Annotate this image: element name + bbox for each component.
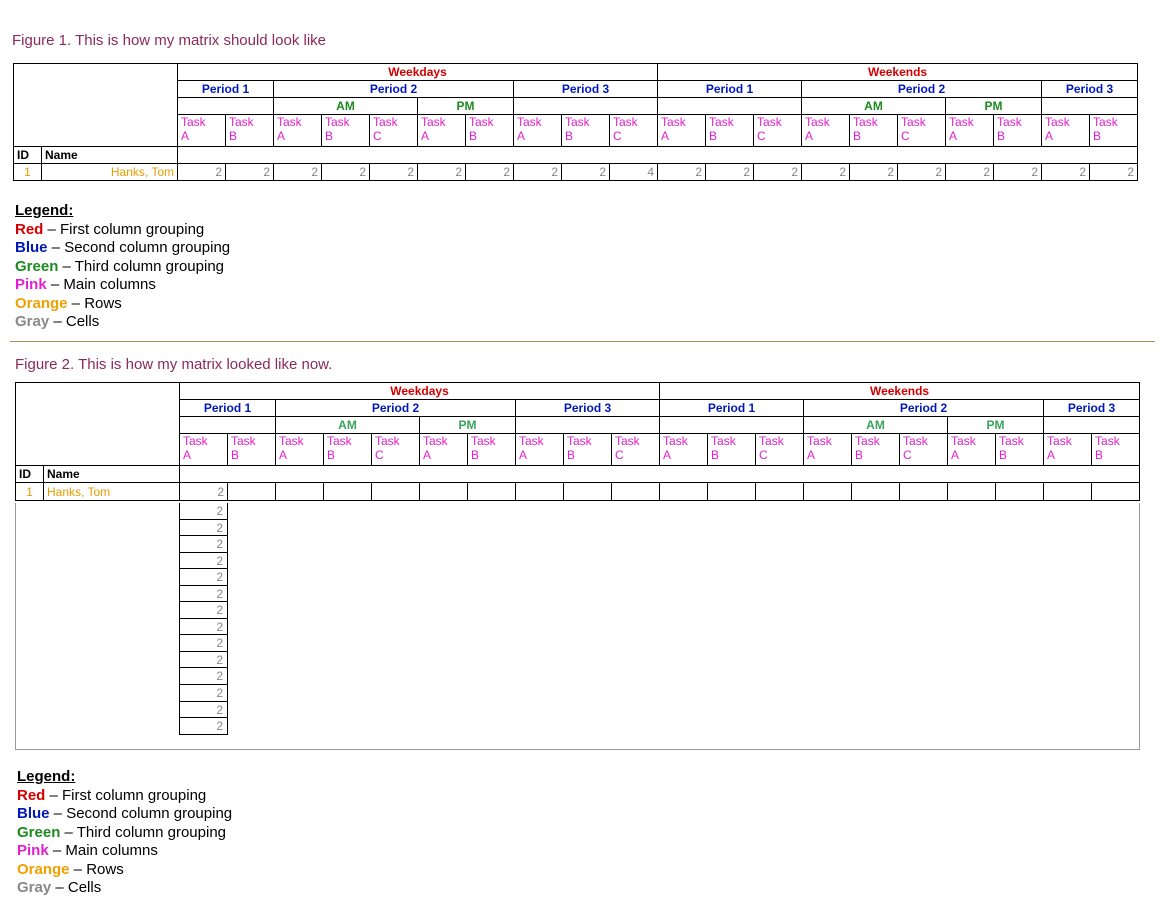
task-word: Task bbox=[757, 115, 782, 129]
task-column-header bbox=[756, 434, 804, 466]
legend-item bbox=[15, 313, 230, 332]
table-cell bbox=[900, 483, 948, 501]
task-word: Task bbox=[855, 434, 880, 448]
task-word: Task bbox=[229, 115, 254, 129]
table-cell: 2 bbox=[994, 164, 1042, 181]
task-word: Task bbox=[999, 434, 1024, 448]
task-word: Task bbox=[325, 115, 350, 129]
task-letter: B bbox=[997, 129, 1006, 143]
legend-title: Legend: bbox=[15, 202, 74, 219]
task-column-header bbox=[274, 115, 322, 147]
table-cell: 2 bbox=[946, 164, 994, 181]
task-column-header bbox=[370, 115, 418, 147]
legend-item bbox=[17, 879, 232, 898]
task-word: Task bbox=[903, 434, 928, 448]
task-column-header bbox=[1092, 434, 1140, 466]
spilled-cell: 2 bbox=[179, 668, 228, 685]
pm-header: PM bbox=[418, 98, 514, 115]
task-word: Task bbox=[807, 434, 832, 448]
task-letter: B bbox=[567, 448, 576, 462]
spilled-cell: 2 bbox=[179, 652, 228, 669]
table-cell bbox=[660, 483, 708, 501]
spilled-cell: 2 bbox=[179, 619, 228, 636]
empty-header bbox=[178, 98, 274, 115]
task-header-row bbox=[14, 115, 1138, 147]
table-cell: 2 bbox=[1042, 164, 1090, 181]
task-letter: A bbox=[1047, 448, 1056, 462]
period-header: Period 1 bbox=[178, 81, 274, 98]
legend-key: Red bbox=[15, 220, 44, 238]
task-letter: B bbox=[469, 129, 478, 143]
task-letter: B bbox=[325, 129, 334, 143]
task-letter: A bbox=[421, 129, 430, 143]
legend-item bbox=[15, 258, 230, 277]
table-cell: 2 bbox=[180, 483, 228, 501]
task-column-header bbox=[418, 115, 466, 147]
legend-item bbox=[17, 805, 232, 824]
legend-1 bbox=[15, 202, 230, 332]
task-column-header bbox=[420, 434, 468, 466]
legend-item bbox=[17, 824, 232, 843]
task-column-header bbox=[516, 434, 564, 466]
task-column-header bbox=[322, 115, 370, 147]
empty-header bbox=[1042, 98, 1138, 115]
task-letter: B bbox=[709, 129, 718, 143]
table-cell: 2 bbox=[466, 164, 514, 181]
spilled-cell: 2 bbox=[179, 520, 228, 537]
table-cell: 2 bbox=[226, 164, 274, 181]
row-name: Hanks, Tom bbox=[44, 483, 180, 501]
task-word: Task bbox=[1093, 115, 1118, 129]
legend-key: Blue bbox=[17, 805, 50, 822]
table-cell: 2 bbox=[274, 164, 322, 181]
task-letter: C bbox=[373, 129, 382, 143]
am-header: AM bbox=[802, 98, 946, 115]
task-word: Task bbox=[1095, 434, 1120, 448]
table-cell bbox=[612, 483, 660, 501]
table-cell bbox=[228, 483, 276, 501]
period-header: Period 3 bbox=[1042, 81, 1138, 98]
task-word: Task bbox=[469, 115, 494, 129]
task-letter: B bbox=[711, 448, 720, 462]
corner-cell bbox=[16, 383, 180, 466]
task-column-header bbox=[900, 434, 948, 466]
task-column-header bbox=[226, 115, 274, 147]
table-cell bbox=[324, 483, 372, 501]
legend-item bbox=[15, 239, 230, 258]
id-header: ID bbox=[16, 466, 44, 483]
empty-header bbox=[180, 417, 276, 434]
task-word: Task bbox=[613, 115, 638, 129]
task-column-header bbox=[564, 434, 612, 466]
legend-key: Gray bbox=[15, 313, 50, 330]
legend-key: Green bbox=[17, 823, 61, 841]
task-word: Task bbox=[279, 434, 304, 448]
empty-header bbox=[1044, 417, 1140, 434]
row-id: 1 bbox=[16, 483, 44, 501]
empty-header bbox=[658, 98, 802, 115]
table-row bbox=[16, 483, 1140, 501]
empty-header bbox=[516, 417, 660, 434]
table-cell: 2 bbox=[418, 164, 466, 181]
legend-key: Blue bbox=[15, 239, 48, 256]
period-header: Period 2 bbox=[804, 400, 1044, 417]
legend-items bbox=[15, 221, 230, 332]
table-cell bbox=[1044, 483, 1092, 501]
spilled-cell: 2 bbox=[179, 503, 228, 520]
task-letter: B bbox=[231, 448, 240, 462]
id-header: ID bbox=[14, 147, 42, 164]
task-column-header bbox=[562, 115, 610, 147]
task-word: Task bbox=[181, 115, 206, 129]
group-weekdays: Weekdays bbox=[178, 64, 658, 81]
pm-header: PM bbox=[420, 417, 516, 434]
task-letter: C bbox=[613, 129, 622, 143]
task-column-header bbox=[466, 115, 514, 147]
group-weekends: Weekends bbox=[658, 64, 1138, 81]
period-header: Period 2 bbox=[802, 81, 1042, 98]
corner-cell bbox=[14, 64, 178, 147]
task-letter: C bbox=[901, 129, 910, 143]
task-column-header bbox=[612, 434, 660, 466]
task-letter: A bbox=[519, 448, 528, 462]
name-header: Name bbox=[42, 147, 178, 164]
header-spacer bbox=[180, 466, 1140, 483]
legend-key: Pink bbox=[15, 276, 47, 293]
table-cell bbox=[276, 483, 324, 501]
task-letter: B bbox=[471, 448, 480, 462]
legend-item bbox=[15, 276, 230, 295]
task-column-header bbox=[948, 434, 996, 466]
table-cell: 2 bbox=[802, 164, 850, 181]
task-letter: C bbox=[615, 448, 624, 462]
task-column-header bbox=[1044, 434, 1092, 466]
table-row bbox=[14, 164, 1138, 181]
task-column-header bbox=[660, 434, 708, 466]
period-header: Period 2 bbox=[276, 400, 516, 417]
header-spacer bbox=[178, 147, 1138, 164]
task-letter: B bbox=[229, 129, 238, 143]
legend-key: Green bbox=[15, 257, 59, 275]
task-word: Task bbox=[805, 115, 830, 129]
table-cell: 2 bbox=[754, 164, 802, 181]
task-letter: A bbox=[663, 448, 672, 462]
am-header: AM bbox=[274, 98, 418, 115]
task-header-row bbox=[16, 434, 1140, 466]
legend-text: – Third column grouping bbox=[60, 823, 227, 841]
task-letter: B bbox=[327, 448, 336, 462]
task-column-header bbox=[468, 434, 516, 466]
task-column-header bbox=[178, 115, 226, 147]
legend-text: – First column grouping bbox=[43, 220, 205, 238]
table-cell: 4 bbox=[610, 164, 658, 181]
table-cell bbox=[996, 483, 1044, 501]
period-header: Period 1 bbox=[180, 400, 276, 417]
row-name: Hanks, Tom bbox=[42, 164, 178, 181]
task-letter: B bbox=[1095, 448, 1104, 462]
table-cell: 2 bbox=[322, 164, 370, 181]
legend-title: Legend: bbox=[17, 768, 76, 785]
task-letter: A bbox=[1045, 129, 1054, 143]
legend-item bbox=[17, 842, 232, 861]
legend-text: – Third column grouping bbox=[58, 257, 225, 275]
task-column-header bbox=[228, 434, 276, 466]
task-word: Task bbox=[1047, 434, 1072, 448]
task-column-header bbox=[898, 115, 946, 147]
legend-text: – Second column grouping bbox=[47, 239, 231, 256]
task-column-header bbox=[804, 434, 852, 466]
task-column-header bbox=[1090, 115, 1138, 147]
task-word: Task bbox=[901, 115, 926, 129]
task-column-header bbox=[802, 115, 850, 147]
task-column-header bbox=[372, 434, 420, 466]
pm-header: PM bbox=[948, 417, 1044, 434]
figure2-matrix bbox=[15, 382, 1140, 501]
table-cell bbox=[948, 483, 996, 501]
am-header: AM bbox=[804, 417, 948, 434]
table-cell: 2 bbox=[178, 164, 226, 181]
task-letter: A bbox=[277, 129, 286, 143]
table-cell: 2 bbox=[898, 164, 946, 181]
spilled-cells-column bbox=[179, 503, 228, 735]
legend-2 bbox=[17, 768, 232, 898]
legend-item bbox=[15, 221, 230, 240]
task-column-header bbox=[1042, 115, 1090, 147]
table-cell: 2 bbox=[1090, 164, 1138, 181]
task-word: Task bbox=[615, 434, 640, 448]
figure1-title: Figure 1. This is how my matrix should look like bbox=[12, 32, 327, 49]
task-column-header bbox=[658, 115, 706, 147]
legend-item bbox=[17, 861, 232, 880]
spilled-cell: 2 bbox=[179, 635, 228, 652]
task-letter: A bbox=[423, 448, 432, 462]
spilled-cell: 2 bbox=[179, 536, 228, 553]
legend-key: Orange bbox=[15, 294, 68, 312]
task-word: Task bbox=[661, 115, 686, 129]
legend-text: – First column grouping bbox=[45, 786, 207, 804]
period-header: Period 3 bbox=[1044, 400, 1140, 417]
spilled-cell: 2 bbox=[179, 685, 228, 702]
task-word: Task bbox=[231, 434, 256, 448]
spilled-cell: 2 bbox=[179, 718, 228, 735]
task-letter: A bbox=[951, 448, 960, 462]
task-word: Task bbox=[711, 434, 736, 448]
task-letter: A bbox=[807, 448, 816, 462]
task-column-header bbox=[996, 434, 1044, 466]
task-column-header bbox=[946, 115, 994, 147]
task-word: Task bbox=[997, 115, 1022, 129]
task-letter: A bbox=[279, 448, 288, 462]
table-cell: 2 bbox=[562, 164, 610, 181]
table-cell bbox=[564, 483, 612, 501]
legend-key: Orange bbox=[17, 860, 70, 878]
am-header: AM bbox=[276, 417, 420, 434]
table-cell bbox=[468, 483, 516, 501]
legend-items bbox=[17, 787, 232, 898]
task-letter: A bbox=[517, 129, 526, 143]
task-word: Task bbox=[183, 434, 208, 448]
spilled-cell: 2 bbox=[179, 553, 228, 570]
table-cell bbox=[372, 483, 420, 501]
task-column-header bbox=[850, 115, 898, 147]
legend-text: – Rows bbox=[67, 294, 122, 312]
legend-key: Gray bbox=[17, 879, 52, 896]
task-column-header bbox=[610, 115, 658, 147]
task-letter: B bbox=[1093, 129, 1102, 143]
task-word: Task bbox=[567, 434, 592, 448]
task-word: Task bbox=[277, 115, 302, 129]
task-letter: A bbox=[805, 129, 814, 143]
task-word: Task bbox=[423, 434, 448, 448]
task-letter: B bbox=[853, 129, 862, 143]
legend-key: Red bbox=[17, 786, 46, 804]
task-word: Task bbox=[759, 434, 784, 448]
task-word: Task bbox=[517, 115, 542, 129]
task-letter: A bbox=[183, 448, 192, 462]
legend-text: – Rows bbox=[69, 860, 124, 878]
table-cell bbox=[708, 483, 756, 501]
table-cell bbox=[804, 483, 852, 501]
table-cell: 2 bbox=[850, 164, 898, 181]
period-header: Period 1 bbox=[658, 81, 802, 98]
legend-item bbox=[15, 295, 230, 314]
spilled-cell: 2 bbox=[179, 602, 228, 619]
empty-header bbox=[514, 98, 658, 115]
table-cell bbox=[852, 483, 900, 501]
legend-item bbox=[17, 787, 232, 806]
legend-text: – Cells bbox=[49, 313, 100, 330]
task-column-header bbox=[180, 434, 228, 466]
task-letter: B bbox=[999, 448, 1008, 462]
task-letter: C bbox=[757, 129, 766, 143]
task-column-header bbox=[514, 115, 562, 147]
table-cell: 2 bbox=[370, 164, 418, 181]
table-cell: 2 bbox=[514, 164, 562, 181]
task-letter: A bbox=[661, 129, 670, 143]
task-word: Task bbox=[663, 434, 688, 448]
pm-header: PM bbox=[946, 98, 1042, 115]
group-weekends: Weekends bbox=[660, 383, 1140, 400]
task-letter: A bbox=[949, 129, 958, 143]
task-word: Task bbox=[519, 434, 544, 448]
task-word: Task bbox=[375, 434, 400, 448]
table-cell: 2 bbox=[658, 164, 706, 181]
period-header: Period 3 bbox=[514, 81, 658, 98]
task-column-header bbox=[994, 115, 1042, 147]
task-word: Task bbox=[471, 434, 496, 448]
period-header: Period 3 bbox=[516, 400, 660, 417]
table-cell bbox=[516, 483, 564, 501]
figure2-title: Figure 2. This is how my matrix looked like now. bbox=[15, 356, 333, 373]
divider bbox=[10, 341, 1155, 342]
task-word: Task bbox=[565, 115, 590, 129]
table-cell bbox=[420, 483, 468, 501]
task-letter: C bbox=[903, 448, 912, 462]
legend-key: Pink bbox=[17, 842, 49, 859]
task-word: Task bbox=[853, 115, 878, 129]
period-header: Period 2 bbox=[274, 81, 514, 98]
spilled-cell: 2 bbox=[179, 702, 228, 719]
task-column-header bbox=[708, 434, 756, 466]
task-column-header bbox=[276, 434, 324, 466]
task-column-header bbox=[852, 434, 900, 466]
table-cell: 2 bbox=[706, 164, 754, 181]
task-letter: C bbox=[759, 448, 768, 462]
task-letter: A bbox=[181, 129, 190, 143]
group-weekdays: Weekdays bbox=[180, 383, 660, 400]
task-word: Task bbox=[949, 115, 974, 129]
legend-text: – Main columns bbox=[48, 842, 158, 859]
legend-text: – Second column grouping bbox=[49, 805, 233, 822]
row-id: 1 bbox=[14, 164, 42, 181]
task-column-header bbox=[706, 115, 754, 147]
task-column-header bbox=[754, 115, 802, 147]
task-word: Task bbox=[709, 115, 734, 129]
task-word: Task bbox=[327, 434, 352, 448]
task-word: Task bbox=[951, 434, 976, 448]
task-letter: C bbox=[375, 448, 384, 462]
task-word: Task bbox=[421, 115, 446, 129]
period-header: Period 1 bbox=[660, 400, 804, 417]
task-word: Task bbox=[1045, 115, 1070, 129]
spilled-cell: 2 bbox=[179, 569, 228, 586]
spilled-cell: 2 bbox=[179, 586, 228, 603]
name-header: Name bbox=[44, 466, 180, 483]
task-letter: B bbox=[855, 448, 864, 462]
empty-header bbox=[660, 417, 804, 434]
task-letter: B bbox=[565, 129, 574, 143]
table-cell bbox=[1092, 483, 1140, 501]
legend-text: – Main columns bbox=[46, 276, 156, 293]
task-column-header bbox=[324, 434, 372, 466]
legend-text: – Cells bbox=[51, 879, 102, 896]
table-cell bbox=[756, 483, 804, 501]
task-word: Task bbox=[373, 115, 398, 129]
figure1-matrix bbox=[13, 63, 1138, 181]
